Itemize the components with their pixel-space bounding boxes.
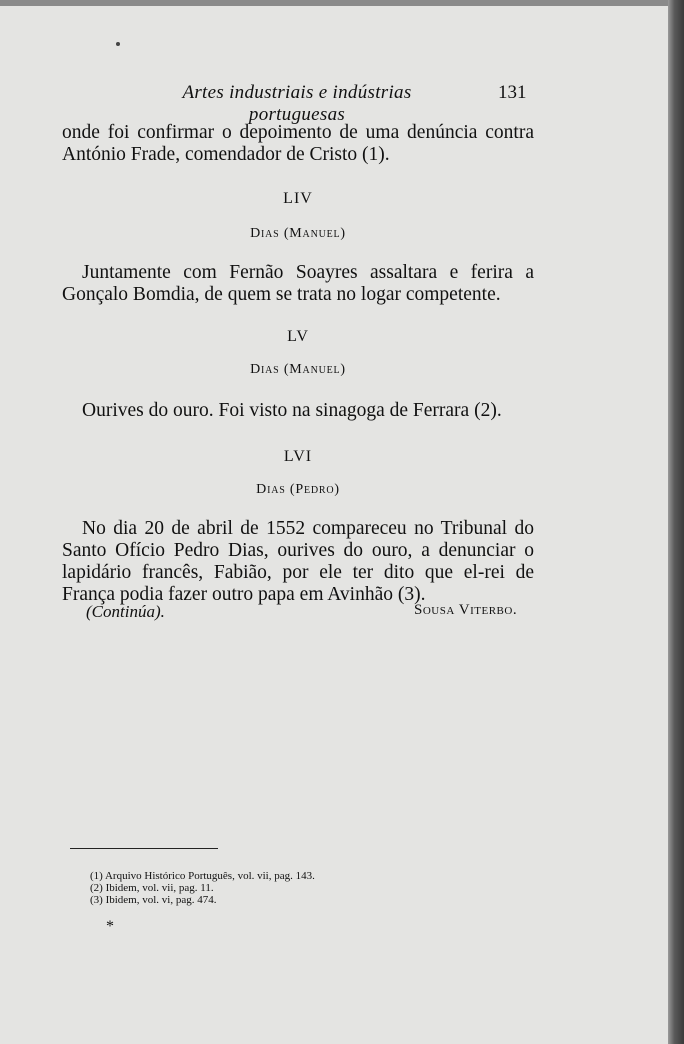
scan-top-edge <box>0 0 684 6</box>
entry-name-liv: Dias (Manuel) <box>250 226 346 241</box>
footnote-3: (3) Ibidem, vol. vi, pag. 474. <box>90 894 217 906</box>
entry-text-lvi: No dia 20 de abril de 1552 compareceu no Tribunal do Santo Ofício Pedro Dias, ourives do ouro, a denunciar o lapidário francês, Fabião, por ele ter dito que el-rei de França podia fazer outro papa em Avinhão (3). <box>62 518 534 605</box>
page-number: 131 <box>498 82 527 103</box>
entry-text-liv: Juntamente com Fernão Soayres assaltara e ferira a Gonçalo Bomdia, de quem se trata no logar competente. <box>62 262 534 305</box>
section-heading-lv: LV <box>287 328 309 345</box>
section-heading-liv: LIV <box>283 190 313 207</box>
section-heading-lvi: LVI <box>283 448 313 465</box>
entry-text-lv: Ourives do ouro. Foi visto na sinagoga de Ferrara (2). <box>82 400 502 421</box>
entry-name-lv: Dias (Manuel) <box>250 362 346 377</box>
intro-paragraph: onde foi confirmar o depoimento de uma denúncia contra António Frade, comendador de Cristo (1). <box>62 122 534 165</box>
scan-right-edge <box>668 0 684 1044</box>
footnote-2: (2) Ibidem, vol. vii, pag. 11. <box>90 882 214 894</box>
footnote-rule <box>70 848 218 849</box>
end-asterisk: * <box>106 918 114 935</box>
footnotes <box>90 870 315 906</box>
footnote-1: (1) Arquivo Histórico Português, vol. vii, pag. 143. <box>90 870 315 882</box>
ink-speck <box>116 42 120 46</box>
author-signature: Sousa Viterbo. <box>414 602 518 618</box>
entry-name-lvi: Dias (Pedro) <box>256 482 340 497</box>
continua-note: (Continúa). <box>86 602 165 621</box>
running-header-title: Artes industriais e indústrias portuguesas <box>182 82 412 125</box>
